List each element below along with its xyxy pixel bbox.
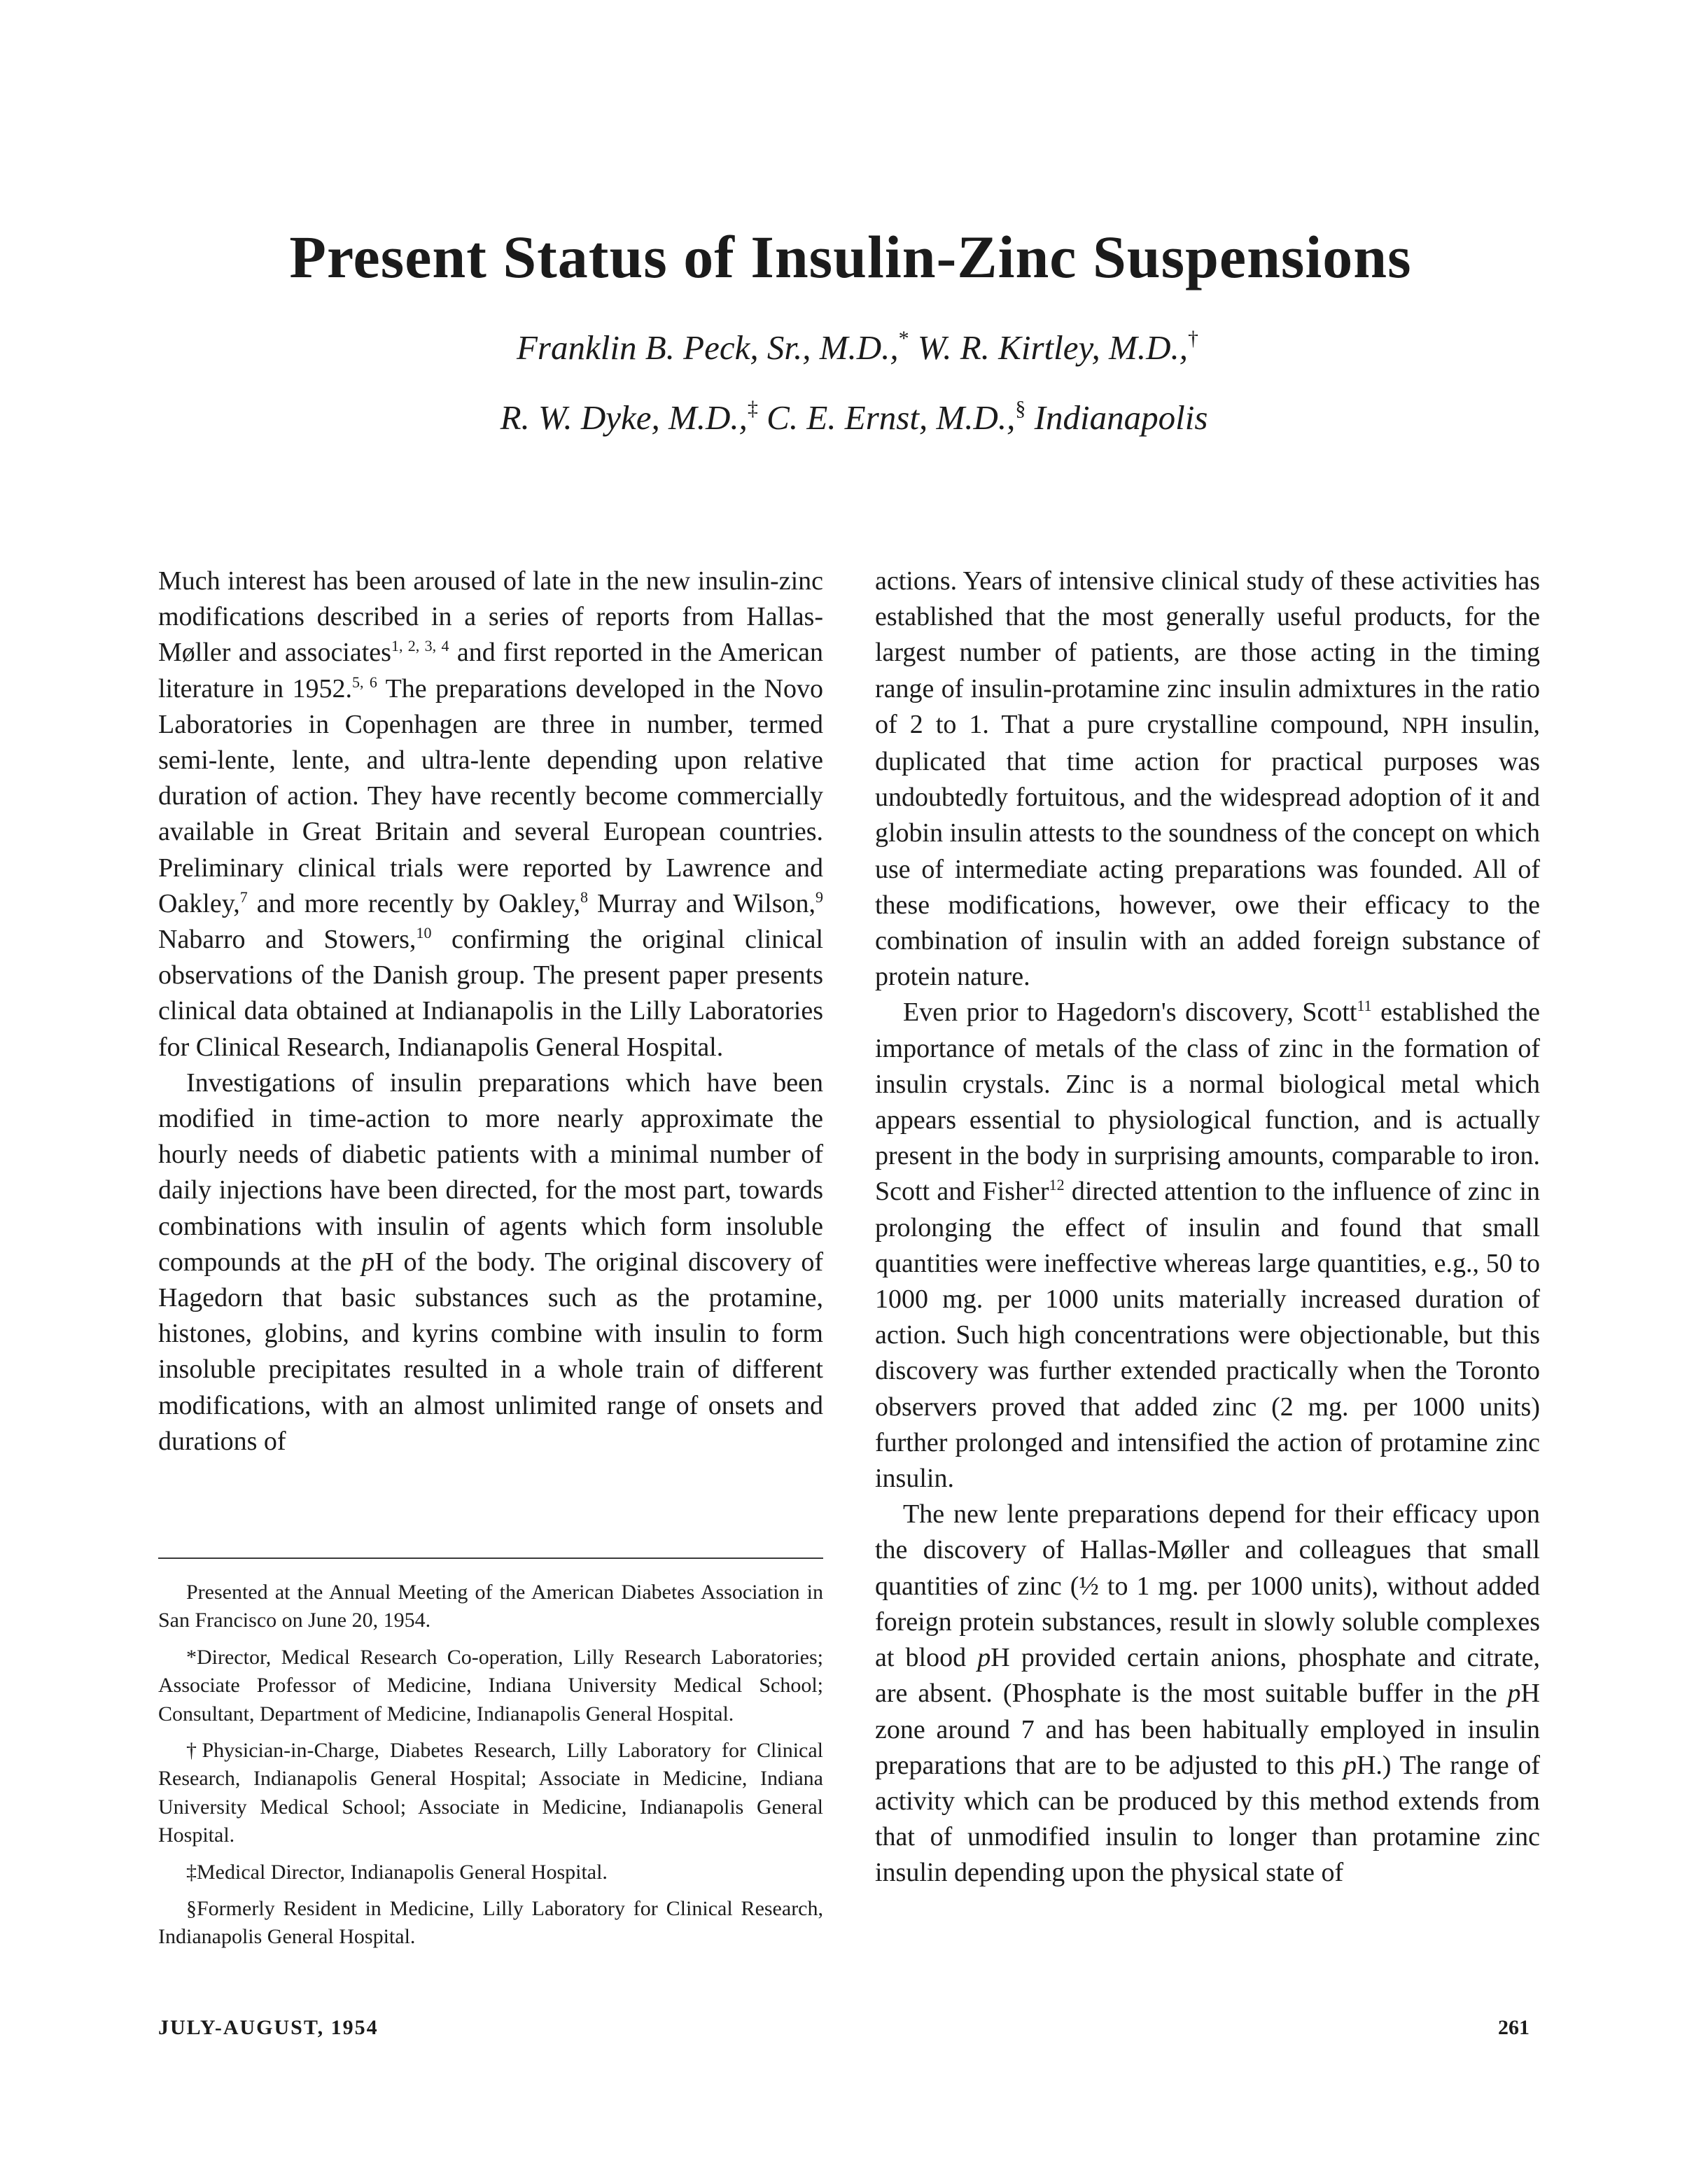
text-run: H zone around 7 and has been habitually employed in insulin preparations that are to be adjusted to this bbox=[875, 1679, 1540, 1780]
citation: 1, 2, 3, 4 bbox=[391, 637, 449, 655]
citation: 5, 6 bbox=[351, 673, 377, 691]
paragraph bbox=[158, 1065, 823, 1460]
text-run: Murray and Wilson, bbox=[588, 888, 816, 918]
ph-italic: p bbox=[361, 1247, 375, 1277]
text-run: actions. Years of intensive clinical study of these activities has established that the most generally useful products, for the largest number of patients, are those acting in the timing range of insulin-protamine zinc insulin admixtures in the ratio of 2 to 1. That a pure crystalline compound, bbox=[875, 566, 1540, 739]
paragraph bbox=[875, 1497, 1540, 1891]
text-run: and more recently by Oakley, bbox=[247, 888, 581, 918]
citation: 10 bbox=[416, 924, 432, 942]
nph-small-caps: NPH bbox=[1401, 713, 1448, 738]
footnote-divider bbox=[158, 1558, 823, 1559]
body-column-right bbox=[875, 564, 1540, 1891]
citation: 11 bbox=[1357, 997, 1372, 1015]
text-run: H of the body. The original discovery of Hagedorn that basic substances such as the protamine, histones, globins, and kyrins combine with insulin to form insoluble precipitates resulted in a whole train of different modifications, with an almost unlimited range of onsets and durations of bbox=[158, 1247, 824, 1456]
footnote-dyke: ‡Medical Director, Indianapolis General Hospital. bbox=[186, 1860, 608, 1884]
citation: 7 bbox=[239, 888, 248, 906]
running-footer-issue: JULY-AUGUST, 1954 bbox=[158, 2016, 379, 2039]
text-run: Even prior to Hagedorn's discovery, Scott bbox=[903, 997, 1357, 1028]
paragraph bbox=[158, 564, 823, 1065]
footnote-presented: Presented at the Annual Meeting of the American Diabetes Association in San Francisco on June 20, 1954. bbox=[158, 1581, 823, 1632]
body-column-left bbox=[158, 564, 823, 1460]
author-line-1 bbox=[0, 328, 1701, 369]
paragraph bbox=[875, 564, 1540, 995]
footnote-ernst: §Formerly Resident in Medicine, Lilly Laboratory for Clinical Research, Indianapolis General Hospital. bbox=[158, 1897, 823, 1949]
author-dyke: R. W. Dyke, M.D., bbox=[500, 398, 748, 437]
footnotes bbox=[158, 1578, 823, 1960]
footnote-peck: *Director, Medical Research Co-operation, Lilly Research Laboratories; Associate Professor of Medicine, Indiana University Medical School; Consultant, Department of Medicine, Indianapolis General Hospital. bbox=[158, 1645, 823, 1726]
page-number: 261 bbox=[1498, 2016, 1530, 2039]
text-run: confirming the original clinical observations of the Danish group. The present paper presents clinical data obtained at Indianapolis in the Lilly Laboratories for Clinical Research, Indianapolis General Hospital. bbox=[158, 925, 824, 1062]
paragraph bbox=[875, 995, 1540, 1497]
text-run: H.) The range of activity which can be produced by this method extends from that of unmodified insulin to longer than protamine zinc insulin depending upon the physical state of bbox=[875, 1750, 1540, 1888]
footnote-marker: * bbox=[898, 327, 909, 350]
ph-italic: p bbox=[1343, 1750, 1357, 1780]
text-run: Much interest has been aroused of late in the new insulin-zinc modifications described in a series of reports from Hallas-Møller and associates bbox=[158, 566, 823, 668]
text-run: insulin, duplicated that time action for practical purposes was undoubtedly fortuitous, and the widespread adoption of it and globin insulin attests to the soundness of the concept on which use of intermediate acting preparations was founded. All of these modifications, however, owe their efficacy to the combination of insulin with an added foreign substance of protein nature. bbox=[875, 709, 1540, 992]
text-run: directed attention to the influence of zinc in prolonging the effect of insulin and found that small quantities were ineffective whereas large quantities, e.g., 50 to 1000 mg. per 1000 units materially increased duration of action. Such high concentrations were objectionable, but this discovery was further extended practically when the Toronto observers proved that added zinc (2 mg. per 1000 units) further prolonged and intensified the action of protamine zinc insulin. bbox=[875, 1177, 1541, 1494]
text-run: established the importance of metals of the class of zinc in the formation of insulin crystals. Zinc is a normal biological metal which appears essential to physiological function, and is actually present in the body in surprising amounts, comparable to iron. Scott and Fisher bbox=[875, 997, 1540, 1207]
footnote-marker: § bbox=[1015, 397, 1026, 420]
text-run: The preparations developed in the Novo Laboratories in Copenhagen are three in number, termed semi-lente, lente, and ultra-lente depending upon relative duration of action. They have recently become commercially available in Great Britain and several European countries. Preliminary clinical trials were reported by Lawrence and Oakley, bbox=[158, 673, 823, 918]
author-kirtley: W. R. Kirtley, M.D., bbox=[917, 328, 1189, 367]
ph-italic: p bbox=[977, 1643, 991, 1673]
text-run: Investigations of insulin preparations which have been modified in time-action to more nearly approximate the hourly needs of diabetic patients with a minimal number of daily injections have been directed, for the most part, towards combinations with insulin of agents which form insoluble compounds at the bbox=[158, 1068, 823, 1277]
text-run: The new lente preparations depend for their efficacy upon the discovery of Hallas-Møller and colleagues that small quantities of zinc (½ to 1 mg. per 1000 units), without added foreign protein substances, result in slowly soluble complexes at blood bbox=[875, 1499, 1540, 1673]
footnote-marker: ‡ bbox=[747, 397, 758, 420]
author-ernst: C. E. Ernst, M.D., bbox=[766, 398, 1016, 437]
ph-italic: p bbox=[1507, 1679, 1521, 1709]
footnote-kirtley: †Physician-in-Charge, Diabetes Research, Lilly Laboratory for Clinical Research, Indianapolis General Hospital; Associate in Medicine, Indiana University Medical School; Associate in Medicine, Indianapolis General Hospital. bbox=[158, 1739, 823, 1847]
author-peck: Franklin B. Peck, Sr., M.D., bbox=[516, 328, 899, 367]
citation: 9 bbox=[816, 888, 824, 906]
author-city: Indianapolis bbox=[1034, 398, 1208, 437]
citation: 12 bbox=[1049, 1176, 1065, 1194]
citation: 8 bbox=[580, 888, 589, 906]
article-title: Present Status of Insulin-Zinc Suspensions bbox=[289, 223, 1412, 290]
text-run: H provided certain anions, phosphate and citrate, are absent. (Phosphate is the most suitable buffer in the bbox=[875, 1643, 1540, 1709]
author-line-2 bbox=[0, 398, 1701, 439]
footnote-marker: † bbox=[1188, 327, 1199, 350]
text-run: Nabarro and Stowers, bbox=[158, 925, 416, 955]
text-run: and first reported in the American literature in 1952. bbox=[158, 638, 824, 704]
